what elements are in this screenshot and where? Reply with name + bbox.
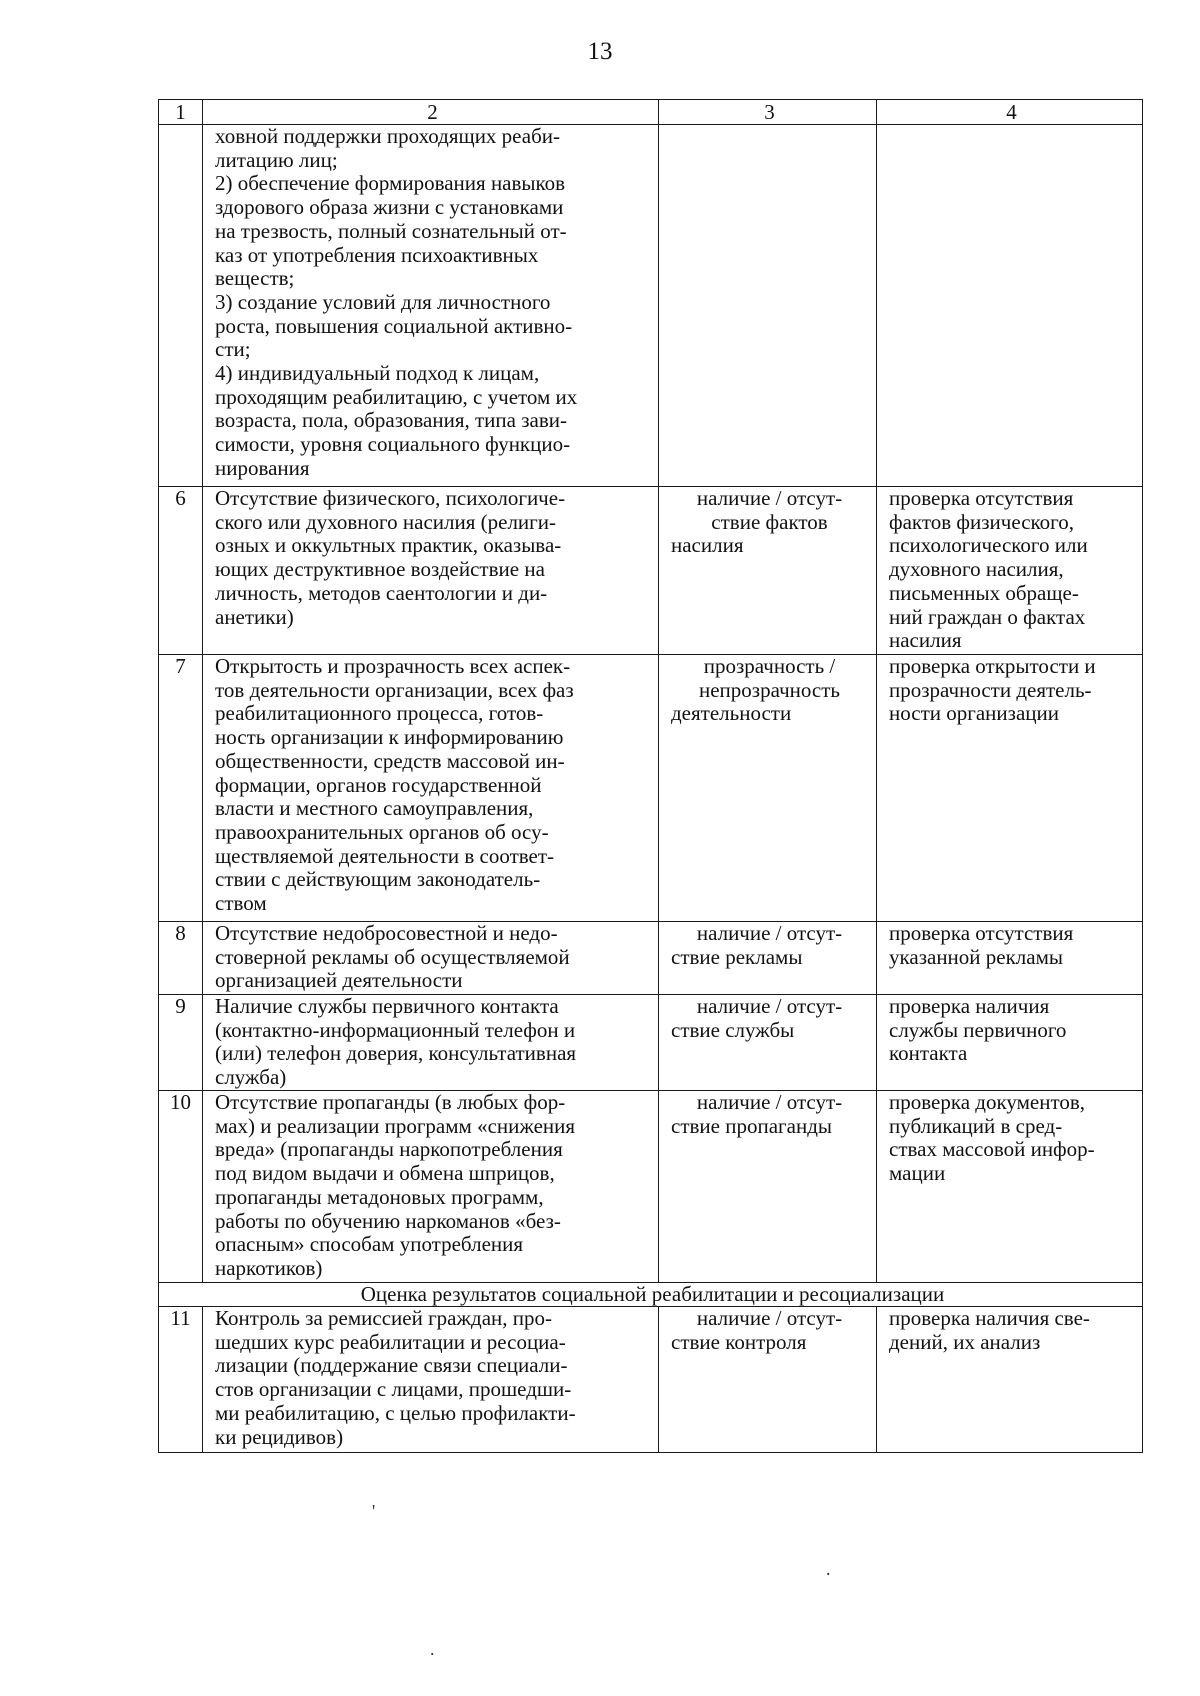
column-numbers-row	[159, 100, 1143, 125]
text-line: на трезвость, полный сознательный от-	[215, 218, 567, 243]
criterion-cell	[203, 125, 659, 487]
column-header-2: 2	[203, 100, 659, 125]
text-line: каз от употребления психоактивных	[215, 242, 539, 267]
section-heading-row	[159, 1283, 1143, 1307]
table-row	[159, 922, 1143, 995]
scan-speck: .	[430, 1639, 435, 1659]
column-header-3: 3	[659, 100, 877, 125]
table-row	[159, 995, 1143, 1091]
table-row	[159, 1307, 1143, 1453]
row-number: 6	[159, 487, 203, 655]
row-number: 11	[159, 1307, 203, 1453]
text-line: 4) индивидуальный подход к лицам,	[215, 361, 540, 386]
row-number: 10	[159, 1091, 203, 1283]
text-line: ховной поддержки проходящих реаби-	[215, 124, 560, 148]
text-line: здорового образа жизни с установками	[215, 195, 564, 220]
text-line: роста, повышения социальной активно-	[215, 313, 573, 338]
verification-cell: проверка открытости и прозрачности деятель- ности организации	[877, 655, 1143, 922]
text-line: сти;	[215, 337, 251, 362]
criterion-cell: Контроль за ремиссией граждан, про- шедших курс реабилитации и ресоциа- лизации (поддержание связи специали- стов организации с лицами, прошедши- ми реабилитацию, с целью профилакти- ки рецидивов)	[203, 1307, 659, 1453]
section-title: Оценка результатов социальной реабилитации и ресоциализации	[159, 1283, 1143, 1307]
criterion-cell: Открытость и прозрачность всех аспек- тов деятельности организации, всех фаз реабилитационного процесса, готов- ность организации к информированию общественности, средств массовой ин- формации, органов государственной власти и местного самоуправления, правоохранительных органов об осу- ществляемой деятельности в соответ- ствии с действующим законодатель- ством	[203, 655, 659, 922]
indicator-cell: наличие / отсут- ствие фактов насилия	[659, 487, 877, 655]
verification-cell: проверка документов, публикаций в сред- ствах массовой инфор- мации	[877, 1091, 1143, 1283]
text-line: литацию лиц;	[215, 147, 338, 172]
text-line: нирования	[215, 455, 310, 480]
column-header-4: 4	[877, 100, 1143, 125]
text-line: симости, уровня социального функцио-	[215, 432, 571, 457]
verification-cell: проверка отсутствия фактов физического, психологического или духовного насилия, письменных обраще- ний граждан о фактах насилия	[877, 487, 1143, 655]
text-line: 2) обеспечение формирования навыков	[215, 171, 566, 196]
row-number: 8	[159, 922, 203, 995]
page-number: 13	[587, 38, 613, 65]
criterion-cell: Отсутствие недобросовестной и недо- стоверной рекламы об осуществляемой организацией деятельности	[203, 922, 659, 995]
verification-cell: проверка наличия све- дений, их анализ	[877, 1307, 1143, 1453]
criterion-cell: Отсутствие физического, психологиче- ского или духовного насилия (религи- озных и оккультных практик, оказыва- ющих деструктивное воздействие на личность, методов саентологии и ди- анетики)	[203, 487, 659, 655]
criterion-cell: Отсутствие пропаганды (в любых фор- мах) и реализации программ «снижения вреда» (пропаганды наркопотребления под видом выдачи и обмена шприцов, пропаганды метадоновых программ, работы по обучению наркоманов «без- опасным» способам употребления наркотиков)	[203, 1091, 659, 1283]
indicator-cell	[659, 125, 877, 487]
verification-cell	[877, 125, 1143, 487]
text-line: возраста, пола, образования, типа зави-	[215, 408, 567, 433]
table-row	[159, 487, 1143, 655]
table-row	[159, 655, 1143, 922]
row-number: 7	[159, 655, 203, 922]
criteria-table	[158, 99, 1143, 1453]
text-line: проходящим реабилитацию, с учетом их	[215, 384, 578, 409]
scan-speck: .	[826, 1559, 831, 1579]
text-line: веществ;	[215, 266, 295, 291]
verification-cell: проверка отсутствия указанной рекламы	[877, 922, 1143, 995]
criterion-cell: Наличие службы первичного контакта (контактно-информационный телефон и (или) телефон доверия, консультативная служба)	[203, 995, 659, 1091]
column-header-1: 1	[159, 100, 203, 125]
indicator-cell: наличие / отсут- ствие рекламы	[659, 922, 877, 995]
indicator-cell: наличие / отсут- ствие пропаганды	[659, 1091, 877, 1283]
indicator-cell: наличие / отсут- ствие контроля	[659, 1307, 877, 1453]
row-number: 9	[159, 995, 203, 1091]
verification-cell: проверка наличия службы первичного контакта	[877, 995, 1143, 1091]
table-row	[159, 125, 1143, 487]
indicator-cell: прозрачность / непрозрачность деятельности	[659, 655, 877, 922]
scan-speck: '	[372, 1501, 376, 1521]
text-line: 3) создание условий для личностного	[215, 289, 551, 314]
table-row	[159, 1091, 1143, 1283]
indicator-cell: наличие / отсут- ствие службы	[659, 995, 877, 1091]
row-number	[159, 125, 203, 487]
